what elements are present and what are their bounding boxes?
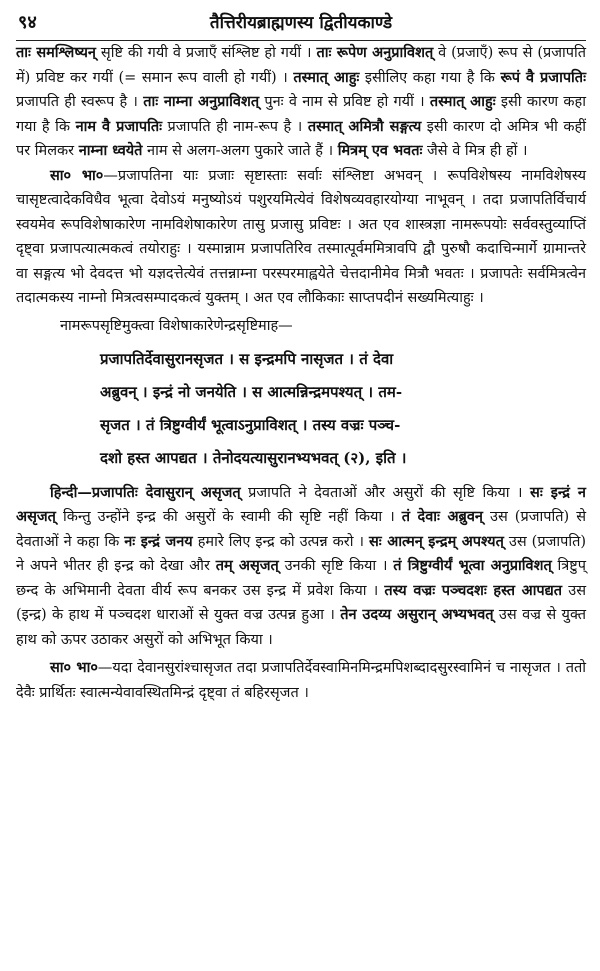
bold-keyword: नाम्ना ध्वयेते: [78, 142, 143, 159]
bold-keyword: सः आत्मन् इन्द्रम् अपश्यत्: [369, 532, 504, 550]
bold-keyword: तस्मात् अमित्रौ सङ्गत्य: [307, 117, 422, 135]
bold-keyword: ताः रूपेण अनुप्राविशत्: [316, 44, 434, 61]
text-run: नाम से अलग-अलग पुकारे जाते हैं ।: [142, 143, 338, 159]
text-run: प्रजापति ही स्वरूप है ।: [16, 94, 144, 110]
text-run: वे (प्रजाएँ) रूप से (प्रजापति में) प्रविष्ट कर गयीं (= समान रूप वाली हो गयीं) ।: [16, 45, 587, 86]
bold-keyword: तं त्रिष्टुग्वीर्यं भूत्वा अनुप्राविशत्: [393, 557, 552, 574]
commentary-label: सा० भा०: [50, 166, 104, 184]
bold-keyword: तेन उदय्य असुरान् अभ्यभवत्: [340, 606, 494, 623]
bold-keyword: तस्य वज्रः पञ्चदशः हस्त आपद्यत: [384, 581, 563, 599]
bold-keyword: सः इन्द्रं न असृजत्: [16, 483, 586, 525]
commentary-text: —प्रजापतिना याः प्रजाः सृष्टास्ताः सर्वाः संश्लिष्टा अभवन् । रूपविशेषस्य नामविशेषस्य चासृष्टत्वादेकविधैव भूत्वा देवोऽयं मनुष्योऽयं पशुरयमित्येवं विशेषव्यवहारयोग्या नाभूवन् । तदा प्रजापतिर्विचार्य स्वयमेव रूपविशेषाकारेण नामविशेषाकारेण तासु प्रजासु प्रविष्टः । अत एव शास्त्रज्ञा नामरूपयोः सर्ववस्तुव्याप्तिं दृष्ट्वा प्रजापत्यात्मकत्वं तयोराहुः । यस्मान्नाम प्रजापतिरिव तस्मात्पूर्वममित्रावपि द्वौ पुरुषौ कदाचिन्मार्गे ग्रामान्तरे वा सङ्गत्य भो देवदत्त भो यज्ञदत्तेत्येवं तत्तन्नाम्ना परस्परमाह्वयेते चेत्तदानीमेव मित्रौ भवतः । प्रजापतेः सर्वमित्रत्वेन तदात्मकस्य नाम्नो मित्रत्वसम्पादकत्वं युक्तम् । अत एव लौकिकाः साप्तपदीनं सख्यमित्याहुः ।: [16, 167, 586, 306]
text-run: किन्तु उन्होंने इन्द्र की असुरों के स्वामी की सृष्टि नहीं किया ।: [55, 509, 402, 525]
commentary-intro-line: नामरूपसृष्टिमुक्त्वा विशेषाकारेणेन्द्रसृष्टिमाह—: [60, 317, 293, 334]
bold-keyword: रूपं वै प्रजापतिः: [500, 68, 587, 86]
text-run: सृष्टि की गयी वे प्रजाएँ संश्लिष्ट हो गयीं ।: [95, 45, 317, 61]
text-run: इसी कारण कहा गया है कि: [16, 94, 586, 135]
bold-keyword: नः इन्द्रं जनय: [124, 532, 193, 550]
bold-keyword: तं देवाः अब्रुवन्: [401, 508, 483, 525]
text-run: जैसे वे मित्र ही हों ।: [422, 143, 528, 159]
bold-keyword: तम् असृजत्: [215, 557, 279, 574]
bold-keyword: ताः नाम्ना अनुप्राविशत्: [143, 93, 260, 110]
mantra-line: सृजत । तं त्रिष्टुग्वीर्यं भूत्वाऽनुप्राविशत् । तस्य वज्रः पञ्च-: [100, 415, 401, 434]
text-run: प्रजापति ही नाम-रूप है ।: [162, 118, 308, 135]
hindi-explanation: [16, 41, 586, 164]
bold-keyword: ताः समश्लिष्यन्: [16, 44, 96, 61]
text-run: उनकी सृष्टि किया ।: [278, 558, 394, 574]
commentary-label: सा० भा०: [50, 659, 98, 676]
bold-keyword: तस्मात् आहुः: [293, 68, 360, 86]
bold-keyword: तस्मात् आहुः: [429, 93, 496, 110]
bold-keyword: हिन्दी—प्रजापतिः देवासुरान् असृजत्: [50, 483, 241, 501]
sayana-commentary-1: [16, 164, 586, 311]
text-run: इसीलिए कहा गया है कि: [359, 69, 501, 86]
mantra-line: दशो हस्त आपद्यत । तेनोदयत्यासुरानभ्यभवत् (२), इति ।: [100, 448, 407, 467]
hindi-translation: [16, 481, 586, 653]
running-title: तैत्तिरीयब्राह्मणस्य द्वितीयकाण्डे: [209, 13, 393, 33]
text-run: उस (इन्द्र) के हाथ में पञ्चदश धाराओं से युक्त वज्र उत्पन्न हुआ ।: [16, 582, 587, 623]
mantra-line: अब्रुवन् । इन्द्रं नो जनयेति । स आत्मन्निन्द्रमपश्यत् । तम-: [100, 382, 403, 401]
mantra-block: [100, 343, 586, 475]
text-run: इसी कारण दो अमित्र भी कहीं पर मिलकर: [16, 118, 586, 159]
bold-keyword: मित्रम् एव भवतः: [337, 142, 423, 159]
page-header: [16, 6, 586, 41]
text-run: प्रजापति ने देवताओं और असुरों की सृष्टि किया ।: [240, 484, 531, 501]
text-run: पुनः वे नाम से प्रविष्ट हो गयीं ।: [259, 94, 430, 110]
text-run: हमारे लिए इन्द्र को उत्पन्न करो ।: [192, 533, 369, 550]
bold-keyword: नाम वै प्रजापतिः: [75, 117, 163, 135]
page-number: ९४: [18, 12, 37, 33]
commentary-text: —यदा देवानसुरांश्चासृजत तदा प्रजापतिर्देवस्वामिनमिन्द्रमपिशब्दादसुरस्वामिनं च नासृजत । ततो देवैः प्रार्थितः स्वात्मन्येवावस्थितमिन्द्रं दृष्ट्वा तं बहिरसृजत ।: [16, 660, 586, 701]
text-run: उस (प्रजापति) ने अपने भीतर ही इन्द्र को देखा और: [16, 533, 586, 574]
mantra-line: प्रजापतिर्देवासुरानसृजत । स इन्द्रमपि नासृजत । तं देवा: [100, 349, 394, 368]
text-run: उस (प्रजापति) से देवताओं ने कहा कि: [16, 509, 587, 550]
text-run: उस वज्र से युक्त हाथ को ऊपर उठाकर असुरों को अभिभूत किया ।: [16, 607, 587, 648]
sayana-commentary-2: [16, 656, 586, 705]
text-run: त्रिष्टुप् छन्द के अभिमानी देवता वीर्य रूप बनकर उस इन्द्र में प्रवेश किया ।: [16, 558, 587, 599]
